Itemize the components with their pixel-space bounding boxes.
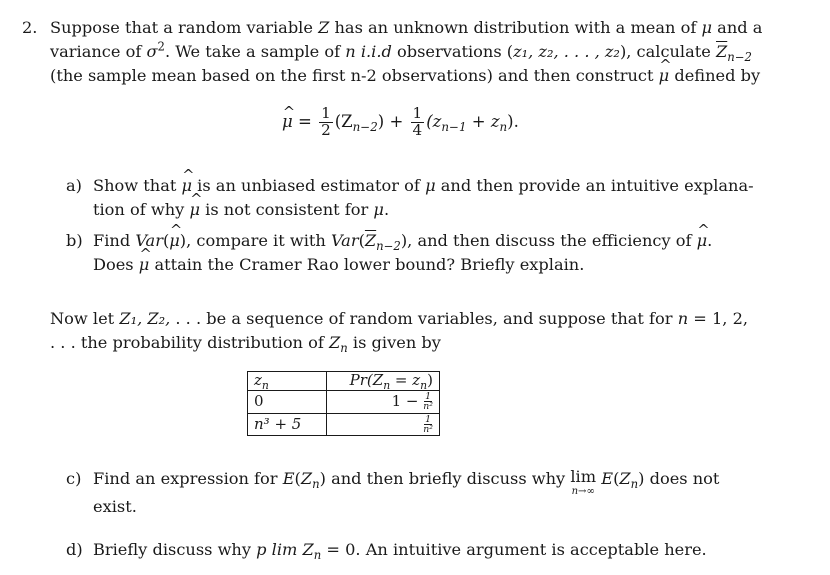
part-a-label: a) (66, 176, 82, 195)
header-zn: $z_n$ (248, 372, 327, 391)
intro-line-1: Suppose that a random variable Z has an unknown distribution with a mean of μ and a (50, 18, 763, 37)
row2-probability: $\frac{1}{\text{n²}}$ (327, 413, 440, 436)
row1-probability: 1 − $\frac{1}{\text{n²}}$ (327, 391, 440, 414)
part-b-label: b) (66, 231, 83, 250)
now-let-line-1: Now let Z₁, Z₂, . . . be a sequence of random variables, and suppose that for n = 1, 2, (50, 309, 749, 328)
mu-hat-equation: ^ μ = $\frac{1}{2}$ $(Z_{n-2})$ + $\frac{1}{4}$ $(z_{n-1} + z_n)$. (282, 106, 519, 139)
part-c-line-1: Find an expression for $E(Z_n)$ and then briefly discuss why lim n→∞ $E(Z_n)$ does not (93, 467, 720, 498)
part-a-line-1: Show that ^ μ is an unbiased estimator of μ and then provide an intuitive explana- (93, 176, 754, 195)
table-header-row (248, 372, 440, 391)
now-let-line-2: . . . the probability distribution of $Z_n$ is given by (50, 333, 441, 356)
part-d-label: d) (66, 540, 83, 559)
part-a-line-2: tion of why ^ μ is not consistent for μ. (93, 200, 389, 219)
row2-value: n³ + 5 (248, 413, 327, 436)
distribution-table (247, 371, 440, 436)
part-d-line-1: Briefly discuss why p $\lim Z_n = 0$. An intuitive argument is acceptable here. (93, 540, 707, 563)
part-b-line-2: Does ^ μ attain the Cramer Rao lower bound? Briefly explain. (93, 255, 584, 274)
intro-line-2: variance of $\sigma^2$. We take a sample of n i.i.d observations (z₁, z₂, . . . , z₂), calculate $\overline{Z}_{n-2}$ (50, 39, 752, 65)
table-row (248, 391, 440, 414)
question-number: 2. (22, 18, 38, 37)
row1-value: 0 (248, 391, 327, 414)
header-probability: $Pr(Z_n = z_n)$ (327, 372, 440, 391)
part-c-label: c) (66, 469, 82, 488)
intro-line-3: (the sample mean based on the first n-2 observations) and then construct ^ μ defined by (50, 66, 760, 85)
part-c-line-2: exist. (93, 497, 137, 516)
table-row (248, 413, 440, 436)
part-b-line-1: Find Var(^ μ), compare it with $Var(\overline{Z}_{n-2})$, and then discuss the efficiency of ^ μ. (93, 231, 712, 250)
